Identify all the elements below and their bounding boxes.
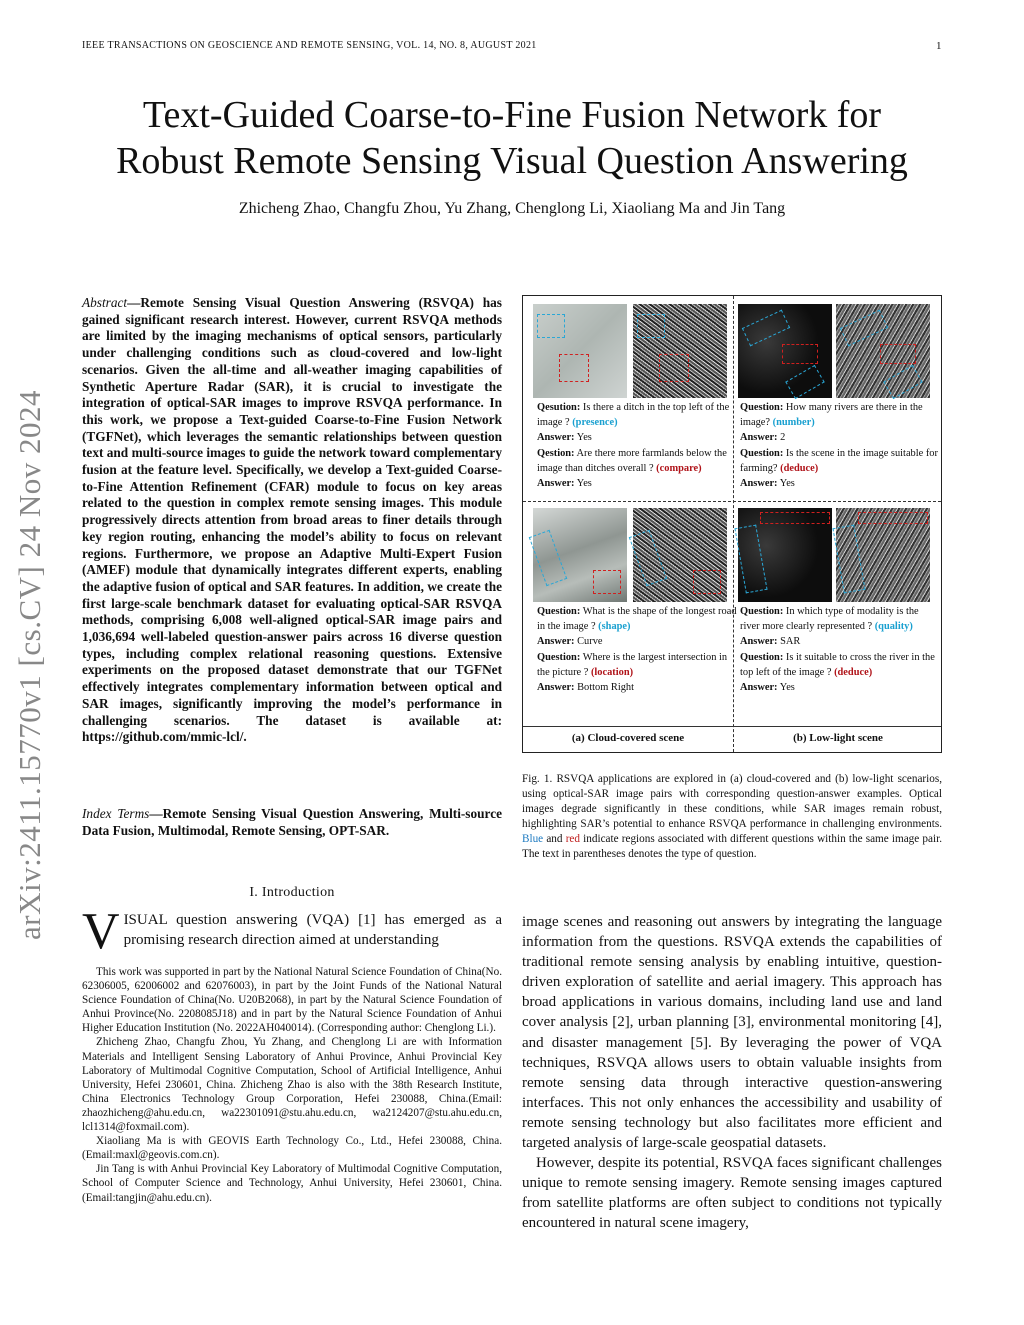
sar-image-night-1	[836, 304, 930, 398]
caption-blue-word: Blue	[522, 833, 544, 845]
subcaption-b: (b) Low-light scene	[793, 732, 883, 744]
qa-d-answer-2: Answer: Yes	[740, 682, 795, 694]
qa-a-answer-1: Answer: Yes	[537, 432, 592, 444]
blue-region-box	[629, 530, 667, 586]
blue-region-box	[883, 365, 922, 399]
qa-b-question-1: Question: How many rivers are there in the image? (number)	[740, 402, 923, 429]
subcaption-a: (a) Cloud-covered scene	[571, 732, 685, 744]
index-terms-text: —Remote Sensing Visual Question Answering, Multi-source Data Fusion, Multimodal, Remote Sensing, OPT-SAR.	[82, 806, 502, 838]
title-line-2: Robust Remote Sensing Visual Question Answering	[116, 140, 908, 182]
optical-image-cloud-2	[533, 508, 627, 602]
blue-region-box	[742, 310, 790, 347]
red-region-box	[693, 570, 721, 594]
abstract	[82, 295, 502, 746]
blue-region-box	[734, 525, 767, 594]
blue-region-box	[840, 310, 888, 347]
sar-image-cloud-2	[633, 508, 727, 602]
qa-a-question-2: Qestion: Are there more farmlands below the image than ditches overall ? (compare)	[537, 447, 727, 474]
red-region-box	[760, 512, 830, 524]
blue-region-box	[529, 530, 567, 586]
arxiv-stamp: arXiv:2411.15770v1 [cs.CV] 24 Nov 2024	[12, 390, 47, 940]
drop-cap: V	[82, 903, 120, 960]
qa-a-question-1: Qesution: Is there a ditch in the top left of the image ? (presence)	[537, 402, 730, 429]
qa-panel-b	[740, 400, 940, 491]
red-region-box	[659, 354, 689, 382]
sar-image-cloud-1	[633, 304, 727, 398]
intro-paragraph	[82, 903, 502, 960]
body-paragraph-2: However, despite its potential, RSVQA faces significant challenges unique to remote sensing imagery. Remote sensing images captured from satellite platforms are often subject to conditions not typically encountered in natural scene imagery,	[522, 1155, 942, 1232]
figure-caption: Fig. 1. RSVQA applications are explored in (a) cloud-covered and (b) low-light scenarios, using optical-SAR image pairs with corresponding question-answer examples. Optical images degrade significantly in these conditions, while SAR images remain robust, highlighting SAR’s potential to enhance RSVQA performance in challenging environments. Blue and red indicate regions associated with different questions within the same image pair. The text in parentheses denotes the type of question.	[522, 773, 943, 860]
qa-c-answer-1: Answer: Curve	[537, 636, 603, 648]
qa-panel-c	[537, 604, 737, 695]
footnotes	[82, 965, 502, 1205]
red-region-box	[782, 344, 818, 364]
blue-region-box	[785, 365, 824, 399]
intro-text: ISUAL question answering (VQA) [1] has emerged as a promising research direction aimed at understanding	[123, 912, 502, 948]
authors: Zhicheng Zhao, Changfu Zhou, Yu Zhang, Chenglong Li, Xiaoliang Ma and Jin Tang	[238, 200, 786, 217]
qa-d-question-1: Question: In which type of modality is the river more clearly represented ? (quality)	[740, 606, 919, 633]
blue-region-box	[637, 314, 665, 338]
body-paragraph-1: image scenes and reasoning out answers by integrating the language information from the questions. RSVQA extends the capabilities of traditional remote sensing analysis by enabling intuitive, question-driven exploration of satellite and aerial imagery. This approach has broad applications in various domains, including land use and land cover analysis [2], urban planning [3], environmental monitoring [4], and disaster management [5]. By leveraging the power of VQA techniques, RSVQA allows users to obtain valuable insights from remote sensing data through interactive question-answering interfaces. This not only enhances the accessibility and usability of remote sensing technology but also facilitates more efficient and targeted analysis of large-scale geospatial datasets.	[522, 914, 942, 1152]
running-header: IEEE TRANSACTIONS ON GEOSCIENCE AND REMOTE SENSING, VOL. 14, NO. 8, AUGUST 2021	[82, 40, 537, 51]
qa-c-question-1: Question: What is the shape of the longest road in the image ? (shape)	[537, 606, 737, 633]
qa-c-answer-2: Answer: Bottom Right	[537, 682, 634, 694]
paper-title	[40, 92, 984, 184]
qa-d-answer-1: Answer: SAR	[740, 636, 801, 648]
abstract-lead: Abstract	[82, 295, 128, 310]
page-number: 1	[936, 40, 942, 52]
index-terms-lead: Index Terms	[82, 806, 150, 821]
section-heading: I. Introduction	[249, 885, 335, 900]
blue-region-box	[832, 525, 865, 594]
qa-b-answer-2: Answer: Yes	[740, 478, 795, 490]
qa-c-question-2: Question: Where is the largest intersection in the picture ? (location)	[537, 651, 728, 678]
optical-image-night-2	[738, 508, 832, 602]
figure-caption-divider	[523, 726, 941, 727]
index-terms	[82, 806, 502, 839]
title-line-1: Text-Guided Coarse-to-Fine Fusion Network for	[142, 94, 882, 136]
qa-d-question-2: Question: Is it suitable to cross the river in the top left of the image ? (deduce)	[740, 651, 935, 678]
caption-red-word: red	[565, 833, 580, 845]
footnote-funding: This work was supported in part by the National Natural Science Foundation of China(No. 62306005, 62006002 and 62076003), in part by the Joint Funds of the National Natural Science Foundation of China(No. U20B2068), in part by the Natural Science Foundation of Anhui Province(No. 2208085J18) and in part by the Natural Science Foundation of Anhui Higher Education Institution (No. 2022AH040014). (Corresponding author: Chenglong Li.).	[82, 966, 502, 1035]
qa-b-answer-1: Answer: 2	[740, 432, 786, 444]
optical-image-night-1	[738, 304, 832, 398]
qa-b-question-2: Question: Is the scene in the image suitable for farming? (deduce)	[740, 447, 938, 474]
red-region-box	[559, 354, 589, 382]
right-column-body	[522, 912, 942, 1234]
qa-panel-d	[740, 604, 940, 695]
footnote-affiliation: Zhicheng Zhao, Changfu Zhou, Yu Zhang, and Chenglong Li are with Information Materials and Intelligent Sensing Laboratory of Anhui Province, Anhui Provincial Key Laboratory of Multimodal Cognitive Computation, School of Artificial Intelligence, Anhui University, Hefei 230601, China. Zhicheng Zhao is also with the 38th Research Institute, China Electronics Technology Group Corporation, Hefei 230088, China.(Email: zhaozhicheng@ahu.edu.cn, wa22301091@stu.ahu.edu.cn, wa2124207@stu.ahu.edu.cn, lcl1314@foxmail.com).	[82, 1036, 502, 1134]
footnote-ma: Xiaoliang Ma is with GEOVIS Earth Technology Co., Ltd., Hefei 230088, China. (Email:maxl@geovis.com.cn).	[82, 1135, 502, 1162]
red-region-box	[880, 344, 916, 364]
figure-1	[522, 295, 942, 753]
blue-region-box	[537, 314, 565, 338]
sar-image-night-2	[836, 508, 930, 602]
abstract-text: —Remote Sensing Visual Question Answering (RSVQA) has gained significant research interest. However, current RSVQA methods are limited by the imaging mechanisms of optical sensors, particularly under challenging conditions such as cloud-covered and low-light scenarios. Given the all-time and all-weather imaging capabilities of Synthetic Aperture Radar (SAR), it is crucial to investigate the integration of optical-SAR images to improve RSVQA performance. In this work, we propose a Text-guided Coarse-to-Fine Fusion Network (TGFNet), which leverages the semantic relationships between question text and multi-source images to guide the network toward complementary fusion at the feature level. Specifically, we develop a Text-guided Coarse-to-Fine Attention Refinement (CFAR) module to focus on key areas related to the question in complex remote sensing images. This module progressively directs attention from broad areas to finer details through key region routing, enhancing the model’s ability to focus on relevant regions. Furthermore, we propose an Adaptive Multi-Expert Fusion (AMEF) module that dynamically integrates different experts, enabling the adaptive fusion of optical and SAR features. In addition, we create the first large-scale benchmark dataset for evaluating optical-SAR RSVQA methods, comprising 6,008 well-aligned optical-SAR image pairs and 1,036,694 well-labeled question-answer pairs across 16 diverse question types, including complex relational reasoning questions. Extensive experiments on the proposed dataset demonstrate that our TGFNet effectively integrates complementary information between optical and SAR images, significantly improving the model’s performance in challenging scenarios. The dataset is available at: https://github.com/mmic-lcl/.	[82, 295, 502, 745]
optical-image-cloud-1	[533, 304, 627, 398]
figure-horizontal-divider	[523, 501, 941, 502]
qa-a-answer-2: Answer: Yes	[537, 478, 592, 490]
red-region-box	[593, 570, 621, 594]
qa-panel-a	[537, 400, 737, 491]
red-region-box	[858, 512, 928, 524]
footnote-tang: Jin Tang is with Anhui Provincial Key Laboratory of Multimodal Cognitive Computation, School of Computer Science and Technology, Anhui University, Hefei 230601, China. (Email:tangjin@ahu.edu.cn).	[82, 1163, 502, 1204]
